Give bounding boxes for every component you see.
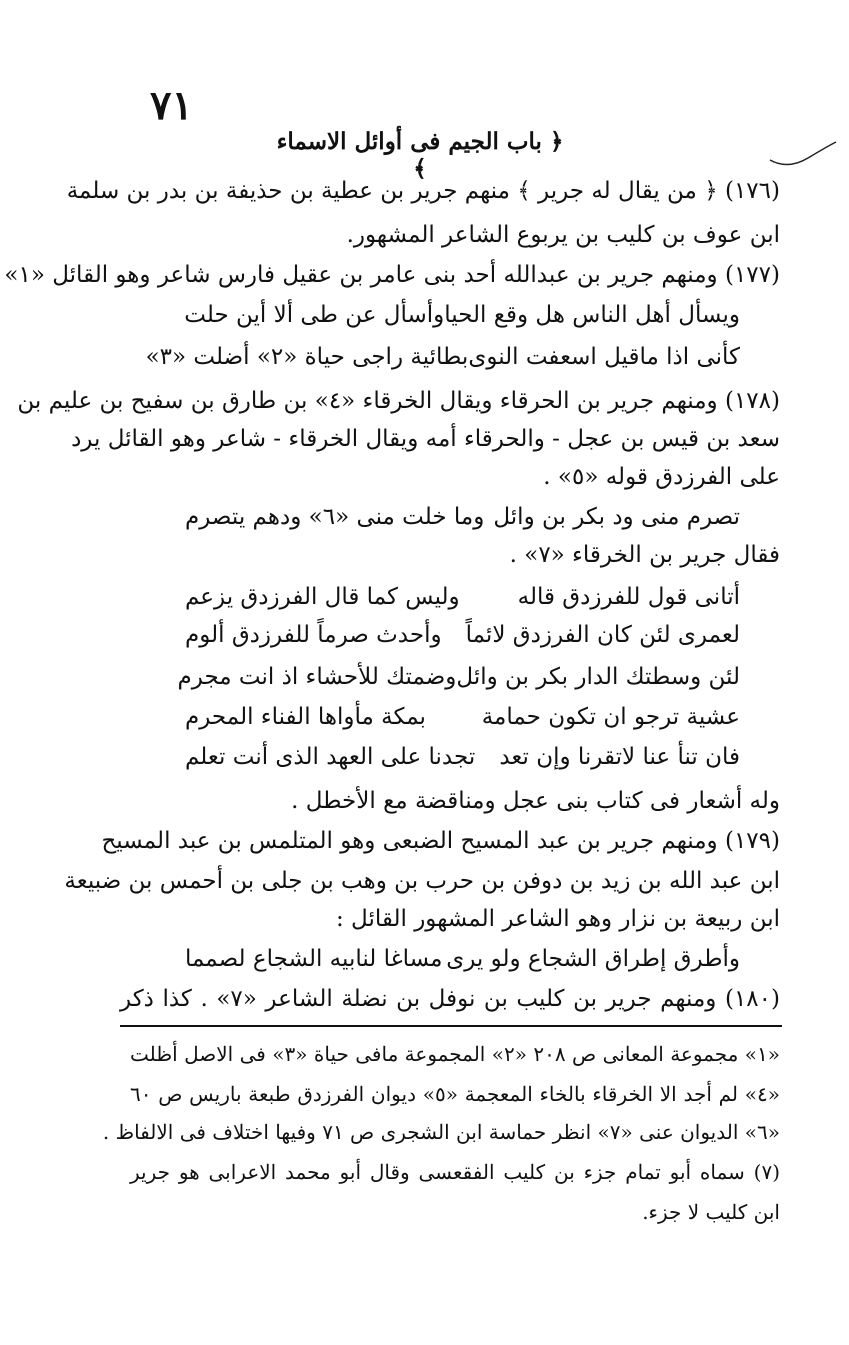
verse-hemistich-left: وأحدث صرماً للفرزدق ألوم: [185, 622, 442, 648]
entry-176-line-2: ابن عوف بن كليب بن يربوع الشاعر المشهور.: [346, 222, 780, 248]
verse-hemistich-left: وما خلت منى «٦» ودهم يتصرم: [185, 504, 485, 530]
verse-hemistich-right: أتانى قول للفرزدق قاله: [517, 584, 740, 610]
footnote-line: ابن كليب لا جزء.: [642, 1200, 780, 1224]
entry-179-line-3: ابن ربيعة بن نزار وهو الشاعر المشهور القائل :: [335, 906, 780, 932]
footnote-line: «٤» لم أجد الا الخرقاء بالخاء المعجمة «٥» ديوان الفرزدق طبعة باريس ص ٦٠: [130, 1082, 781, 1106]
verse-hemistich-left: تجدنا على العهد الذى أنت تعلم: [185, 744, 476, 770]
verse-hemistich-left: وضمتك للأحشاء اذ انت مجرم: [177, 664, 457, 690]
entry-177-line-1: (١٧٧) ومنهم جرير بن عبدالله أحد بنى عامر بن عقيل فارس شاعر وهو القائل «١»: [4, 262, 780, 288]
verse-hemistich-right: كأنى اذا ماقيل اسعفت النوى: [468, 344, 740, 370]
verse-hemistich-left: مساغا لنابيه الشجاع لصمما: [185, 946, 443, 972]
margin-pen-mark: [768, 140, 838, 180]
footnote-line: «٦» الديوان عنى «٧» انظر حماسة ابن الشجرى ص ٧١ وفيها اختلاف فى الالفاظ .: [102, 1120, 780, 1144]
entry-176-line-1: (١٧٦) ﴿ من يقال له جرير ﴾ منهم جرير بن عطية بن حذيفة بن بدر بن سلمة: [66, 178, 780, 204]
page-number: ٧١: [150, 82, 193, 129]
verse-row: [185, 582, 740, 612]
entry-178-line-2: سعد بن قيس بن عجل - والحرقاء أمه ويقال الخرقاء - شاعر وهو القائل يرد: [71, 426, 780, 452]
verse-hemistich-right: لعمرى لئن كان الفرزدق لائماً: [465, 622, 740, 648]
entry-180-line-1: (١٨٠) ومنهم جرير بن كليب بن نوفل بن نضلة الشاعر «٧» . كذا ذكر: [120, 986, 780, 1012]
verse-hemistich-right: وأطرق إطراق الشجاع ولو يرى: [446, 946, 740, 972]
verse-row: [185, 502, 740, 532]
verse-hemistich-left: وأسأل عن طى ألا أين حلت: [184, 302, 445, 328]
section-title: ﴿ باب الجيم فى أوائل الاسماء ﴾: [276, 128, 564, 182]
entry-178-line-3: على الفرزدق قوله «٥» .: [543, 464, 780, 490]
entry-179-line-1: (١٧٩) ومنهم جرير بن عبد المسيح الضبعى وهو المتلمس بن عبد المسيح: [101, 828, 780, 854]
footnote-divider: [120, 1025, 782, 1027]
verse-hemistich-right: عشية ترجو ان تكون حمامة: [481, 704, 740, 730]
verse-hemistich-right: لئن وسطتك الدار بكر بن وائل: [456, 664, 740, 690]
verse-hemistich-right: تصرم منى ود بكر بن وائل: [493, 504, 740, 530]
entry-179-line-2: ابن عبد الله بن زيد بن دوفن بن حرب بن وهب بن جلى بن أحمس بن ضبيعة: [64, 868, 780, 894]
entry-178-line-5: وله أشعار فى كتاب بنى عجل ومناقضة مع الأخطل .: [291, 788, 780, 814]
verse-row: [185, 702, 740, 732]
entry-178-line-4: فقال جرير بن الخرقاء «٧» .: [509, 542, 780, 568]
verse-row: [185, 620, 740, 650]
verse-row: [145, 342, 740, 372]
footnote-line: (٧) سماه أبو تمام جزء بن كليب الفقعسى وقال أبو محمد الاعرابى هو جرير: [130, 1160, 780, 1184]
verse-hemistich-left: بطائية راجى حياة «٢» أضلت «٣»: [145, 344, 469, 370]
verse-row: [185, 944, 740, 974]
verse-row: [177, 662, 740, 692]
verse-row: [185, 742, 740, 772]
verse-hemistich-left: وليس كما قال الفرزدق يزعم: [185, 584, 460, 610]
verse-hemistich-left: بمكة مأواها الفناء المحرم: [185, 704, 426, 730]
verse-hemistich-right: فان تنأ عنا لاتقرنا وإن تعد: [499, 744, 740, 770]
verse-row: [185, 300, 740, 330]
footnote-line: «١» مجموعة المعانى ص ٢٠٨ «٢» المجموعة مافى حياة «٣» فى الاصل أظلت: [130, 1042, 780, 1066]
entry-178-line-1: (١٧٨) ومنهم جرير بن الحرقاء ويقال الخرقاء «٤» بن طارق بن سفيح بن عليم بن: [17, 388, 780, 414]
verse-hemistich-right: ويسأل أهل الناس هل وقع الحيا: [444, 302, 740, 328]
